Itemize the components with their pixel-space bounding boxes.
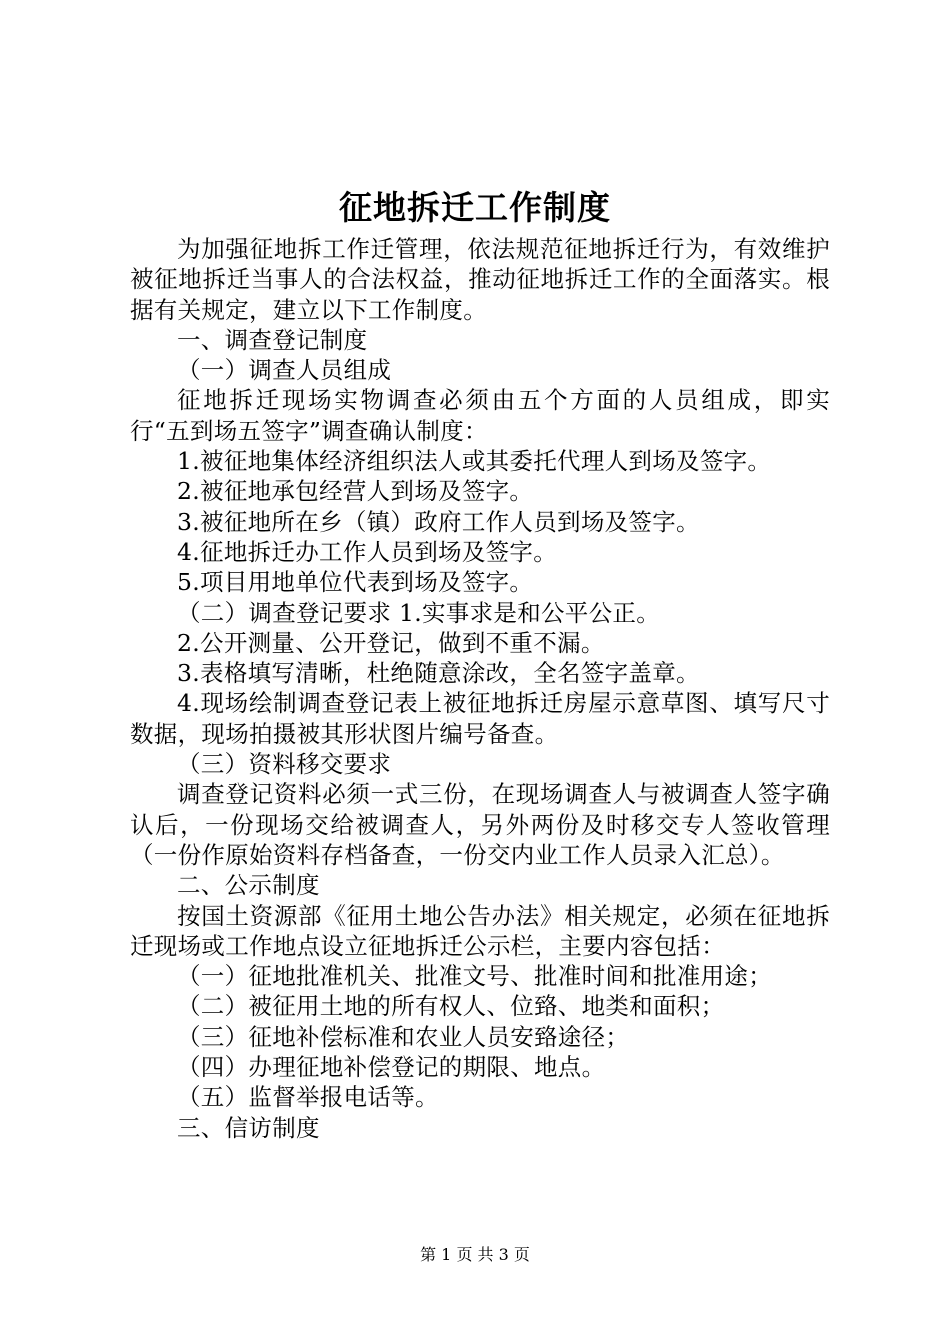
section-heading: 二、公示制度 — [177, 871, 320, 900]
subsection-heading: （三）资料移交要求 — [177, 750, 392, 779]
paragraph: 调查登记资料必须一式三份，在现场调查人与被调查人签字确认后，一份现场交给被调查人，另外两份及时移交专人签收管理（一份作原始资料存档备查，一份交内业工作人员录入汇总）。 — [130, 780, 830, 869]
paragraph: 为加强征地拆工作迁管理，依法规范征地拆迁行为，有效维护被征地拆迁当事人的合法权益，推动征地拆迁工作的全面落实。根据有关规定，建立以下工作制度。 — [130, 235, 830, 324]
list-item: 3.被征地所在乡（镇）政府工作人员到场及签字。 — [177, 507, 700, 536]
section-heading: 三、信访制度 — [177, 1113, 320, 1142]
subsection-heading: （二）调查登记要求 1.实事求是和公平公正。 — [177, 598, 660, 627]
list-item: （一）征地批准机关、批准文号、批准时间和批准用途； — [177, 962, 772, 991]
section-heading: 一、调查登记制度 — [177, 325, 368, 354]
list-item: 4.现场绘制调查登记表上被征地拆迁房屋示意草图、填写尺寸数据，现场拍摄被其形状图片编号备查。 — [130, 689, 830, 748]
page-footer: 第 1 页 共 3 页 — [420, 1245, 530, 1264]
document-title: 征地拆迁工作制度 — [339, 188, 611, 227]
list-item: 5.项目用地单位代表到场及签字。 — [177, 568, 534, 597]
list-item: （三）征地补偿标准和农业人员安臵途径； — [177, 1022, 630, 1051]
subsection-heading: （一）调查人员组成 — [177, 356, 392, 385]
list-item: 1.被征地集体经济组织法人或其委托代理人到场及签字。 — [177, 447, 772, 476]
list-item: 2.公开测量、公开登记，做到不重不漏。 — [177, 628, 605, 657]
list-item: 3.表格填写清晰，杜绝随意涂改，全名签字盖章。 — [177, 659, 700, 688]
list-item: （二）被征用土地的所有权人、位臵、地类和面积； — [177, 992, 725, 1021]
list-item: （四）办理征地补偿登记的期限、地点。 — [177, 1053, 606, 1082]
list-item: 4.征地拆迁办工作人员到场及签字。 — [177, 537, 558, 566]
list-item: （五）监督举报电话等。 — [177, 1083, 439, 1112]
paragraph: 按国土资源部《征用土地公告办法》相关规定，必须在征地拆迁现场或工作地点设立征地拆迁公示栏，主要内容包括： — [130, 901, 830, 960]
document-body — [130, 234, 830, 1143]
paragraph: 征地拆迁现场实物调查必须由五个方面的人员组成，即实行“五到场五签字”调查确认制度： — [130, 386, 830, 445]
list-item: 2.被征地承包经营人到场及签字。 — [177, 477, 534, 506]
